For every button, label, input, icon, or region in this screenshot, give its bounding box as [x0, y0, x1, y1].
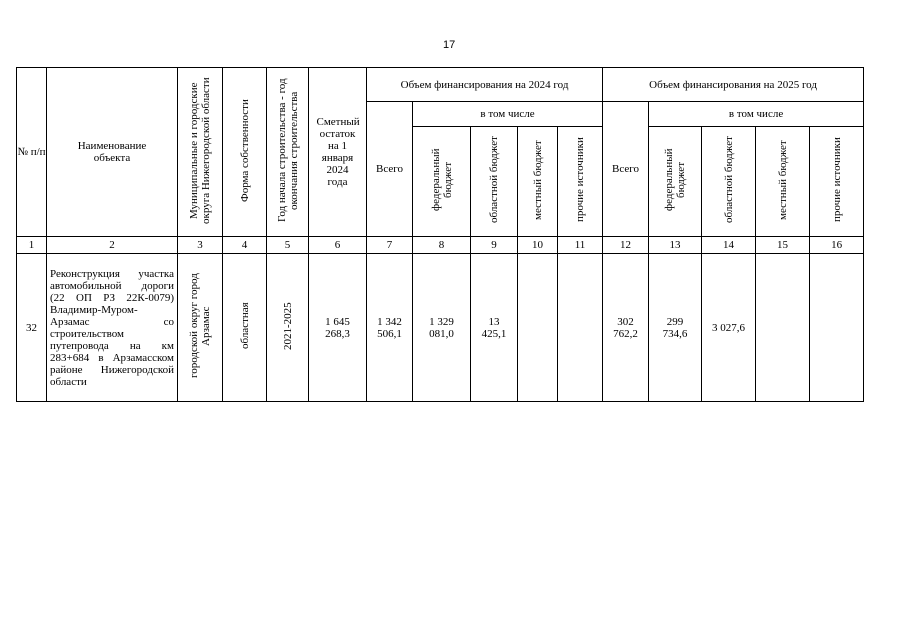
col-number: 15	[756, 237, 810, 254]
header-total-2024: Всего	[367, 102, 413, 237]
header-federal-2024: федеральный бюджет	[413, 127, 471, 237]
col-number: 16	[810, 237, 864, 254]
col-number: 8	[413, 237, 471, 254]
row-local-2024	[518, 254, 558, 402]
header-local-2025: местный бюджет	[756, 127, 810, 237]
col-number: 1	[17, 237, 47, 254]
header-including-2025: в том числе	[649, 102, 864, 127]
header-including-2024: в том числе	[413, 102, 603, 127]
col-number: 14	[702, 237, 756, 254]
row-regional-2025: 3 027,6	[702, 254, 756, 402]
header-federal-2025: федеральный бюджет	[649, 127, 702, 237]
col-number: 3	[178, 237, 223, 254]
col-number: 11	[558, 237, 603, 254]
row-municipal: городской округ город Арзамас	[178, 254, 223, 402]
header-municipal: Муниципальные и городские округа Нижегородской области	[178, 68, 223, 237]
row-ownership: областная	[223, 254, 267, 402]
header-group-2024: Объем финансирования на 2024 год	[367, 68, 603, 102]
col-number: 4	[223, 237, 267, 254]
header-total-2025: Всего	[603, 102, 649, 237]
header-ownership: Форма собственности	[223, 68, 267, 237]
col-number: 13	[649, 237, 702, 254]
header-other-2024: прочие источники	[558, 127, 603, 237]
row-total-2024: 1 342 506,1	[367, 254, 413, 402]
header-years: Год начала строительства - год окончания строительства	[267, 68, 309, 237]
col-number: 2	[47, 237, 178, 254]
header-num: № п/п	[17, 68, 47, 237]
header-group-2025: Объем финансирования на 2025 год	[603, 68, 864, 102]
row-local-2025	[756, 254, 810, 402]
header-name: Наименование объекта	[47, 68, 178, 237]
row-object-name: Реконструкция участка автомобильной дороги (22 ОП РЗ 22К-0079) Владимир-Муром-Арзамас со строительством путепровода на км 283+684 в Арзамасском районе Нижегородской области	[47, 254, 178, 402]
row-num: 32	[17, 254, 47, 402]
col-number: 7	[367, 237, 413, 254]
row-years: 2021-2025	[267, 254, 309, 402]
financing-table	[16, 67, 864, 402]
col-number: 12	[603, 237, 649, 254]
row-total-2025: 302 762,2	[603, 254, 649, 402]
table-row	[17, 254, 864, 402]
page-number: 17	[443, 39, 456, 51]
col-number: 10	[518, 237, 558, 254]
row-regional-2024: 13 425,1	[471, 254, 518, 402]
header-local-2024: местный бюджет	[518, 127, 558, 237]
header-regional-2025: областной бюджет	[702, 127, 756, 237]
header-regional-2024: областной бюджет	[471, 127, 518, 237]
row-balance: 1 645 268,3	[309, 254, 367, 402]
col-number: 6	[309, 237, 367, 254]
header-other-2025: прочие источники	[810, 127, 864, 237]
row-federal-2025: 299 734,6	[649, 254, 702, 402]
row-other-2024	[558, 254, 603, 402]
col-number: 9	[471, 237, 518, 254]
col-number: 5	[267, 237, 309, 254]
header-balance: Сметный остаток на 1 января 2024 года	[309, 68, 367, 237]
row-other-2025	[810, 254, 864, 402]
row-federal-2024: 1 329 081,0	[413, 254, 471, 402]
